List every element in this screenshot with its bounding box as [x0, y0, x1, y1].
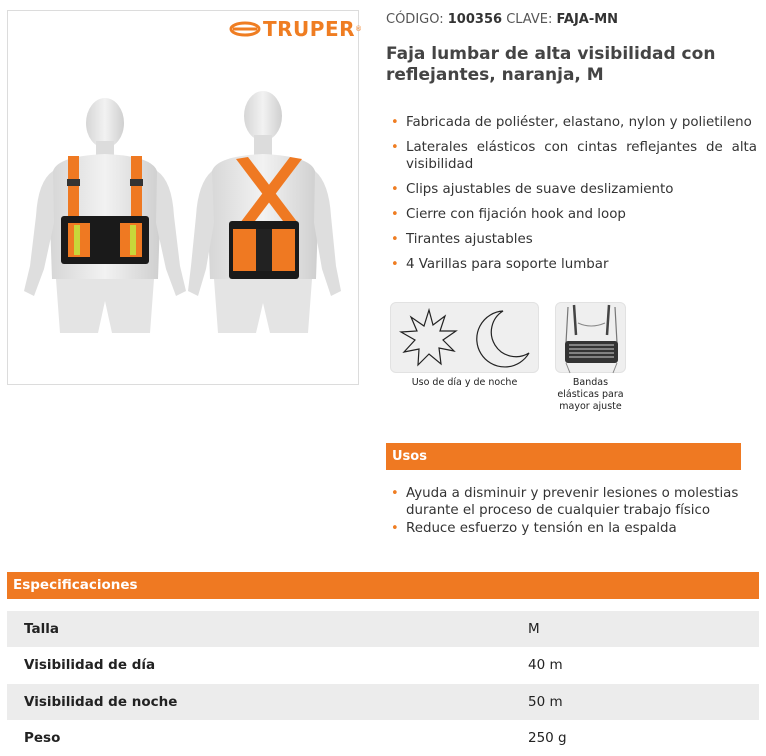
spec-value: 250 g	[528, 730, 567, 746]
clave-label: CLAVE:	[506, 12, 553, 27]
registered-mark: ®	[355, 25, 363, 33]
sun-moon-icon	[391, 303, 540, 374]
spec-label: Visibilidad de noche	[24, 694, 178, 710]
spec-label: Visibilidad de día	[24, 657, 156, 673]
product-image	[7, 10, 363, 385]
product-code-line	[386, 12, 618, 27]
usos-item: • Ayuda a disminuir y prevenir lesiones o molestias durante el proceso de cualquier trabajo físico	[391, 486, 757, 519]
day-night-icon-card	[390, 302, 539, 373]
spec-label: Talla	[24, 621, 59, 637]
feature-list	[391, 115, 757, 282]
caption-line: elásticas para	[557, 389, 624, 400]
spec-value: 50 m	[528, 694, 563, 710]
back-mannequin	[188, 91, 341, 333]
feature-item: • Tirantes ajustables	[391, 232, 757, 249]
elastic-band-icon-card	[555, 302, 626, 373]
spec-row-visibilidad-noche	[7, 684, 759, 720]
feature-item: • Clips ajustables de suave deslizamiento	[391, 182, 757, 199]
feature-item: • 4 Varillas para soporte lumbar	[391, 257, 757, 274]
title-line-1: Faja lumbar de alta visibilidad con	[386, 44, 716, 64]
spec-row-talla	[7, 611, 759, 647]
feature-item: • Fabricada de poliéster, elastano, nylon y polietileno	[391, 115, 757, 132]
product-title	[386, 44, 746, 86]
clave-value: FAJA-MN	[556, 12, 619, 27]
spec-label: Peso	[24, 730, 61, 746]
front-mannequin	[24, 98, 186, 333]
usos-header: Usos	[386, 443, 741, 470]
brand-name: TRUPER	[263, 17, 356, 41]
usos-list	[391, 486, 757, 540]
spec-row-visibilidad-dia	[7, 647, 759, 683]
usos-item: • Reduce esfuerzo y tensión en la espalda	[391, 521, 757, 538]
caption-line: Bandas	[572, 377, 609, 388]
feature-item: • Laterales elásticos con cintas reflejantes de alta visibilidad	[391, 140, 757, 173]
title-line-2: reflejantes, naranja, M	[386, 65, 604, 85]
caption-line: mayor ajuste	[559, 401, 622, 412]
day-night-caption: Uso de día y de noche	[411, 377, 518, 388]
feature-item: • Cierre con fijación hook and loop	[391, 207, 757, 224]
code-label: CÓDIGO:	[386, 12, 444, 27]
spec-value: M	[528, 621, 540, 637]
mannequin-illustration	[8, 11, 358, 384]
spec-value: 40 m	[528, 657, 563, 673]
code-value: 100356	[447, 12, 503, 27]
elastic-band-icon	[556, 303, 627, 374]
specs-header: Especificaciones	[7, 572, 759, 599]
elastic-band-caption	[548, 377, 633, 413]
spec-row-peso	[7, 720, 759, 756]
